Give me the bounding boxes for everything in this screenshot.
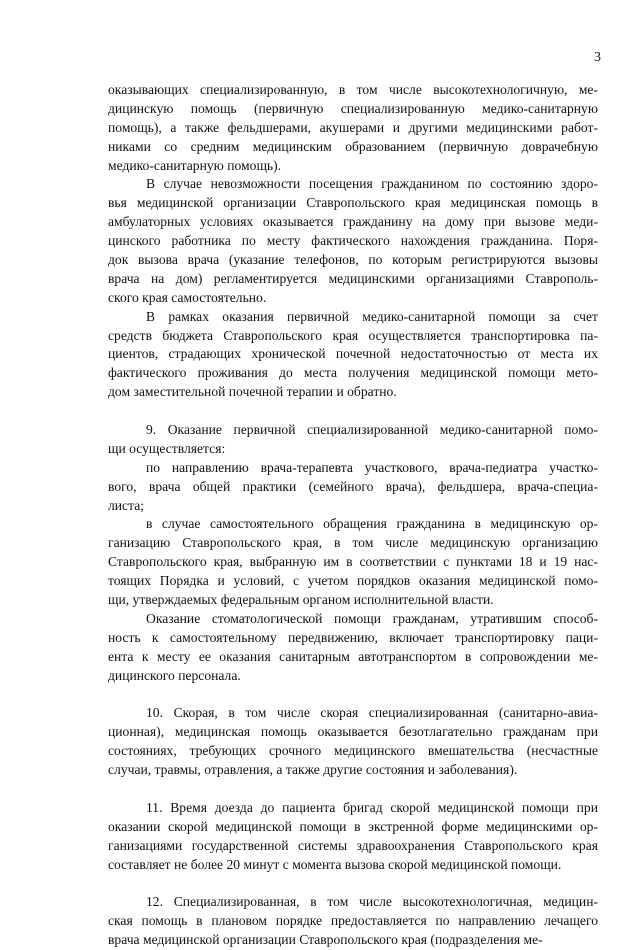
text-line: Ставропольского края, выбранную им в соответствии с пунктами 18 и 19 нас- (108, 554, 598, 570)
paragraph (108, 175, 598, 307)
text-line: фактического проживания до места получения медицинской помощи мето- (108, 365, 598, 381)
text-line: оказывающих специализированную, в том числе высокотехнологичную, ме- (108, 82, 598, 97)
text-line: составляет не более 20 минут с момента вызова скорой медицинской помощи. (108, 856, 562, 872)
paragraph (108, 459, 598, 516)
paragraph (108, 704, 598, 780)
paragraph (108, 799, 598, 875)
text-line: вого, врача общей практики (семейного врача), фельдшера, врача-специа- (108, 478, 598, 494)
document-body (108, 81, 598, 950)
text-line: ность к самостоятельному передвижению, включает транспортировку паци- (108, 629, 598, 645)
text-line: врача медицинской организации Ставропольского края (подразделения ме- (108, 932, 543, 948)
text-line: цинского работника по месту фактического нахождения гражданина. Поря- (108, 233, 598, 249)
paragraph (108, 893, 598, 950)
text-line: врача на дом) регламентируется медицинскими организациями Ставрополь- (108, 270, 598, 286)
text-line: щи осуществляется: (108, 440, 226, 456)
text-line: 12. Специализированная, в том числе высокотехнологичная, медицин- (146, 894, 598, 910)
text-line: оказании скорой медицинской помощи в экстренной форме медицинскими ор- (108, 818, 598, 834)
text-line: случаи, травмы, отравления, а также другие состояния и заболевания). (108, 762, 518, 778)
paragraph-gap (108, 402, 598, 421)
text-line: док вызова врача (указание телефонов, по которым регистрируются вызовы (108, 252, 598, 268)
paragraph (108, 81, 598, 175)
text-line: тоящих Порядка и условий, с учетом порядков оказания медицинской помо- (108, 573, 598, 589)
text-line: В рамках оказания первичной медико-санитарной помощи за счет (146, 308, 598, 324)
text-line: ская помощь в плановом порядке предоставляется по направлению лечащего (108, 913, 598, 929)
text-line: 11. Время доезда до пациента бригад скорой медицинской помощи при (146, 799, 598, 815)
text-line: ционная), медицинская помощь оказывается безотлагательно гражданам при (108, 724, 598, 740)
text-line: В случае невозможности посещения гражданином по состоянию здоро- (146, 176, 598, 192)
text-line: помощь), а также фельдшерами, акушерами и другими медицинскими работ- (108, 119, 598, 135)
text-line: вья медицинской организации Ставропольского края медицинская помощь в (108, 195, 598, 211)
text-line: ганизацию Ставропольского края, в том числе медицинскую организацию (108, 535, 598, 551)
paragraph (108, 515, 598, 609)
text-line: листа; (108, 497, 145, 513)
text-line: дицинскую помощь (первичную специализированную медико-санитарную (108, 100, 598, 116)
paragraph-gap (108, 686, 598, 705)
text-line: состояниях, требующих срочного медицинского вмешательства (несчастные (108, 743, 598, 759)
text-line: дицинского персонала. (108, 667, 241, 683)
text-line: циентов, страдающих хронической почечной недостаточностью от места их (108, 346, 598, 362)
text-line: в случае самостоятельного обращения гражданина в медицинскую ор- (146, 516, 598, 532)
text-line: ента к месту ее оказания санитарным автотранспортом в сопровождении ме- (108, 648, 598, 664)
text-line: амбулаторных условиях оказывается гражданину на дому при вызове меди- (108, 214, 598, 230)
text-line: щи, утверждаемых федеральным органом исполнительной власти. (108, 592, 494, 608)
paragraph (108, 308, 598, 402)
paragraph (108, 421, 598, 459)
text-line: ганизациями государственной системы здравоохранения Ставропольского края (108, 837, 598, 853)
text-line: никами со средним медицинским образованием (первичную доврачебную (108, 138, 598, 154)
text-line: средств бюджета Ставропольского края осуществляется транспортировка па- (108, 327, 598, 343)
text-line: 10. Скорая, в том числе скорая специализированная (санитарно-авиа- (146, 705, 598, 721)
paragraph-gap (108, 874, 598, 893)
text-line: ского края самостоятельно. (108, 289, 267, 305)
page-number: 3 (594, 50, 601, 65)
text-line: 9. Оказание первичной специализированной медико-санитарной помо- (146, 422, 598, 438)
text-line: дом заместительной почечной терапии и обратно. (108, 384, 397, 400)
text-line: медико-санитарную помощь). (108, 157, 282, 173)
paragraph-gap (108, 780, 598, 799)
paragraph (108, 610, 598, 686)
text-line: по направлению врача-терапевта участкового, врача-педиатра участко- (146, 459, 598, 475)
text-line: Оказание стоматологической помощи гражданам, утратившим способ- (146, 610, 598, 626)
